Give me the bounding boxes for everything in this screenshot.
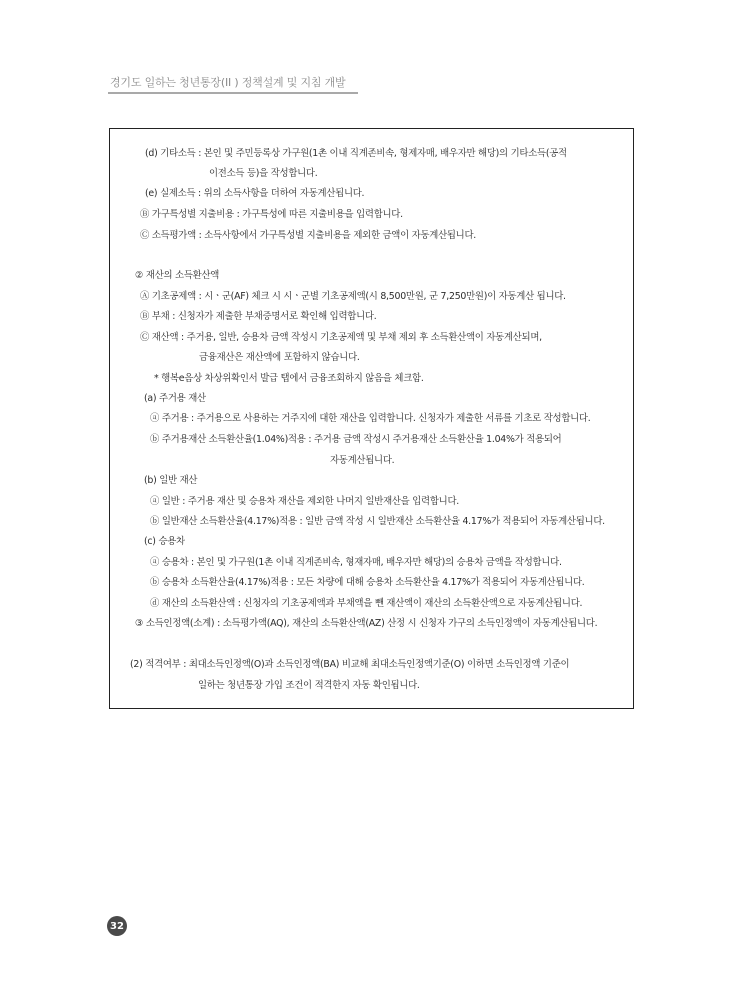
page-number: 32 (110, 920, 124, 932)
text-line-property-amount-cont: 금융재산은 재산액에 포함하지 않습니다. (199, 352, 360, 363)
text-line-residential-rate: ⓑ 주거용재산 소득환산율(1.04%)적용 : 주거용 금액 작성시 주거용재산 소득환산율 1.04%가 적용되어 (150, 434, 562, 445)
text-line-eligibility-cont: 일하는 청년통장 가입 조건이 적격한지 자동 확인됩니다. (198, 680, 420, 691)
text-line-household-expense: Ⓑ 가구특성별 지출비용 : 가구특성에 따른 지출비용을 입력합니다. (140, 209, 403, 220)
header-divider (108, 92, 358, 94)
subheading-residential-property: (a) 주거용 재산 (144, 393, 206, 404)
text-line-general-rate: ⓑ 일반재산 소득환산율(4.17%)적용 : 일반 금액 작성 시 일반재산 소득환산율 4.17%가 적용되어 자동계산됩니다. (150, 516, 605, 527)
text-line-eligibility: (2) 적격여부 : 최대소득인정액(O)과 소득인정액(BA) 비교해 최대소득인정액기준(O) 이하면 소득인정액 기준이 (130, 659, 570, 670)
text-line-vehicle-rate: ⓑ 승용차 소득환산율(4.17%)적용 : 모든 차량에 대해 승용차 소득환산율 4.17%가 적용되어 자동계산됩니다. (150, 577, 585, 588)
text-line-debt: Ⓑ 부채 : 신청자가 제출한 부채증명서로 확인해 입력합니다. (140, 311, 377, 322)
text-line-other-income-cont: 이전소득 등)을 작성합니다. (209, 168, 318, 179)
text-line-property-conversion: ⓓ 재산의 소득환산액 : 신청자의 기초공제액과 부채액을 뺀 재산액이 재산의 소득환산액으로 자동계산됩니다. (150, 598, 583, 609)
text-line-property-amount: Ⓒ 재산액 : 주거용, 일반, 승용차 금액 작성시 기초공제액 및 부채 제외 후 소득환산액이 자동계산되며, (140, 332, 542, 343)
text-line-basic-deduction: Ⓐ 기초공제액 : 시ㆍ군(AF) 체크 시 시ㆍ군별 기초공제액(시 8,500만원, 군 7,250만원)이 자동계산 됩니다. (140, 291, 566, 302)
text-line-general: ⓐ 일반 : 주거용 재산 및 승용차 재산을 제외한 나머지 일반재산을 입력합니다. (150, 496, 459, 507)
text-line-residential-rate-cont: 자동계산됩니다. (330, 455, 395, 466)
text-line-recognized-income-subtotal: ③ 소득인정액(소계) : 소득평가액(AQ), 재산의 소득환산액(AZ) 산정 시 신청자 가구의 소득인정액이 자동계산됩니다. (135, 618, 598, 629)
text-line-note-financial-inquiry: * 행복e음상 차상위확인서 발급 탭에서 금융조회하지 않음을 체크함. (154, 373, 424, 384)
text-line-income-evaluation: Ⓒ 소득평가액 : 소득사항에서 가구특성별 지출비용을 제외한 금액이 자동계산됩니다. (140, 230, 477, 241)
text-line-residential: ⓐ 주거용 : 주거용으로 사용하는 거주지에 대한 재산을 입력합니다. 신청자가 제출한 서류를 기초로 작성합니다. (150, 413, 591, 424)
subheading-general-property: (b) 일반 재산 (144, 475, 198, 486)
page-number-badge (107, 916, 127, 936)
section-heading-property-income: ② 재산의 소득환산액 (135, 270, 220, 281)
text-line-actual-income: (e) 실제소득 : 위의 소득사항을 더하여 자동계산됩니다. (145, 188, 365, 199)
text-line-vehicle: ⓐ 승용차 : 본인 및 가구원(1촌 이내 직계존비속, 형재자매, 배우자만 해당)의 승용차 금액을 작성합니다. (150, 557, 562, 568)
running-header-title: 경기도 일하는 청년통장(II ) 정책설계 및 지침 개발 (110, 76, 346, 89)
text-line-other-income: (d) 기타소득 : 본인 및 주민등록상 가구원(1촌 이내 직계존비속, 형제자매, 배우자만 해당)의 기타소득(공적 (145, 148, 567, 159)
subheading-vehicle: (c) 승용차 (144, 536, 185, 547)
